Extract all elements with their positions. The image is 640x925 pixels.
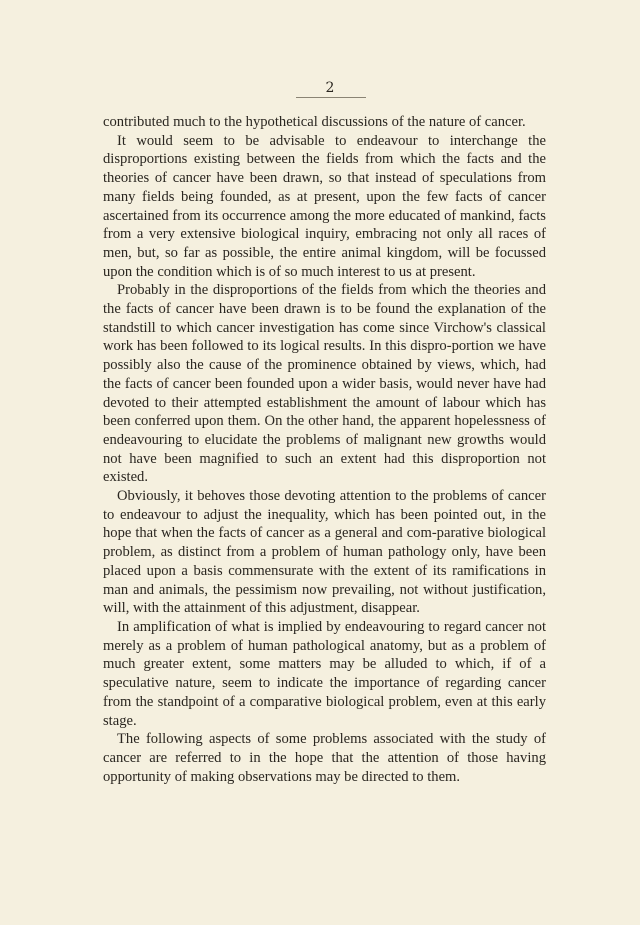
paragraph: The following aspects of some problems associated with the study of cancer are referred to in the hope that the attention of those having opportunity of making observations may be directed to them. — [103, 731, 546, 785]
paragraph: Obviously, it behoves those devoting attention to the problems of cancer to endeavour to adjust the inequality, which has been pointed out, in the hope that when the facts of cancer as a general and com-parative biological problem, as distinct from a problem of human pathology only, have been placed upon a basis commensurate with the extent of its ramifications in man and animals, the pessimism now prevailing, not without justification, will, with the attainment of this adjustment, disappear. — [103, 488, 546, 617]
paragraph: contributed much to the hypothetical discussions of the nature of cancer. — [103, 114, 526, 130]
page-number-rule — [296, 97, 366, 98]
page-number: 2 — [325, 80, 335, 96]
body-text — [103, 113, 546, 786]
paragraph: In amplification of what is implied by endeavouring to regard cancer not merely as a problem of human pathological anatomy, but as a problem of much greater extent, some matters may be alluded to which, if of a speculative nature, seem to indicate the importance of regarding cancer from the standpoint of a comparative biological problem, even at this early stage. — [103, 618, 546, 729]
paragraph: Probably in the disproportions of the fields from which the theories and the facts of cancer have been drawn is to be found the explanation of the standstill to which cancer investigation has come since Virchow's classical work has been followed to its logical results. In this dispro-portion we have possibly also the cause of the prominence obtained by views, which, had the facts of cancer been founded upon a wider basis, would never have had devoted to their attempted establishment the amount of labour which has been conferred upon them. On the other hand, the apparent hopelessness of endeavouring to elucidate the problems of malignant new growths would not have been magnified to such an extent had this disproportion not existed. — [103, 282, 546, 486]
paragraph: It would seem to be advisable to endeavour to interchange the disproportions existing between the fields from which the facts and the theories of cancer have been drawn, so that instead of speculations from many fields being founded, as at present, upon the few facts of cancer ascertained from its occurrence among the more educated of mankind, facts from a very extensive biological inquiry, embracing not only all races of men, but, so far as possible, the entire animal kingdom, will be focussed upon the condition which is of so much interest to us at present. — [103, 132, 546, 280]
